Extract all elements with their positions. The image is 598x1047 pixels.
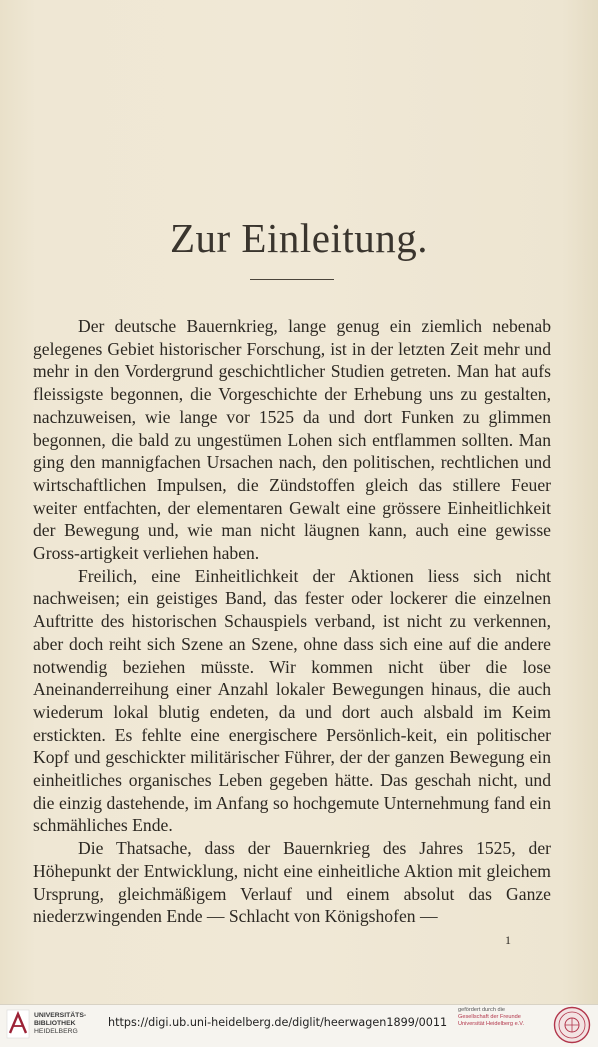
paragraph-1: Der deutsche Bauernkrieg, lange genug ein ziemlich nebenab gelegenes Gebiet historischer Forschung, ist in der letzten Zeit mehr und mehr in den Vordergrund geschichtlicher Studien getreten. Man hat aufs fleissigste begonnen, die Vorgeschichte der Erhebung uns zu gestalten, nachzuweisen, wie lange vor 1525 da und dort Funken zu glimmen begonnen, die bald zu ungestümen Lohen sich entflammen sollten. Man ging den mannigfachen Ursachen nach, den politischen, rechtlichen und wirtschaftlichen Impulsen, die Zündstoffen gleich das stillere Feuer weiter entfachten, der elementaren Gewalt eine grössere Einheitlichkeit der Bewegung und, wie man nicht läugnen kann, auch eine gewisse Gross-artigkeit verliehen haben. [33, 316, 551, 564]
page-number: 1 [505, 933, 511, 947]
institution-line-1: UNIVERSITÄTS- [34, 1012, 87, 1019]
funding-label: gefördert durch die [458, 1007, 505, 1013]
title-divider [250, 279, 334, 280]
institution-line-3: HEIDELBERG [34, 1028, 78, 1035]
institution-line-2: BIBLIOTHEK [34, 1020, 76, 1027]
paragraph-2: Freilich, eine Einheitlichkeit der Aktionen liess sich nicht nachweisen; ein geistiges Band, das fester oder lockerer die einzelnen Auftritte des historischen Schauspiels verband, ist nicht zu verkennen, aber doch reiht sich Szene an Szene, ohne dass sich eine auf die andere notwendig beziehen müsste. Wir kommen nicht über die lose Aneinanderreihung einer Anzahl lokaler Bewegungen hinaus, die auch wiederum lokal blutig endeten, da und dort auch alsbald im Keim erstickten. Es fehlte eine energischere Persönlich-keit, ein politischer Kopf und geschickter militärischer Führer, der der ganzen Bewegung ein einheitliches organisches Leben gegeben hätte. Das geschah nicht, und die einzig dastehende, im Anfang so hochgemute Unternehmung fand ein schmähliches Ende. [33, 565, 551, 836]
funding-org-line-1: Gesellschaft der Freunde [458, 1014, 521, 1020]
permalink-url[interactable]: https://digi.ub.uni-heidelberg.de/diglit/heerwagen1899/0011 [108, 1016, 448, 1029]
institution-name[interactable] [34, 1012, 86, 1036]
chapter-title: Zur Einleitung. [169, 215, 428, 261]
library-logo-icon[interactable] [6, 1009, 30, 1039]
funding-note [458, 1007, 546, 1028]
body-text [33, 315, 551, 928]
society-seal-icon[interactable] [553, 1006, 591, 1044]
paragraph-3: Die Thatsache, dass der Bauernkrieg des Jahres 1525, der Höhepunkt der Entwicklung, nicht eine einheitliche Aktion mit gleichem Ursprung, gleichmäßigem Verlauf und einem absolut das Ganze niederzwingenden Ende — Schlacht von Königshofen — [33, 838, 551, 927]
funding-org-line-2: Universität Heidelberg e.V. [458, 1021, 525, 1027]
